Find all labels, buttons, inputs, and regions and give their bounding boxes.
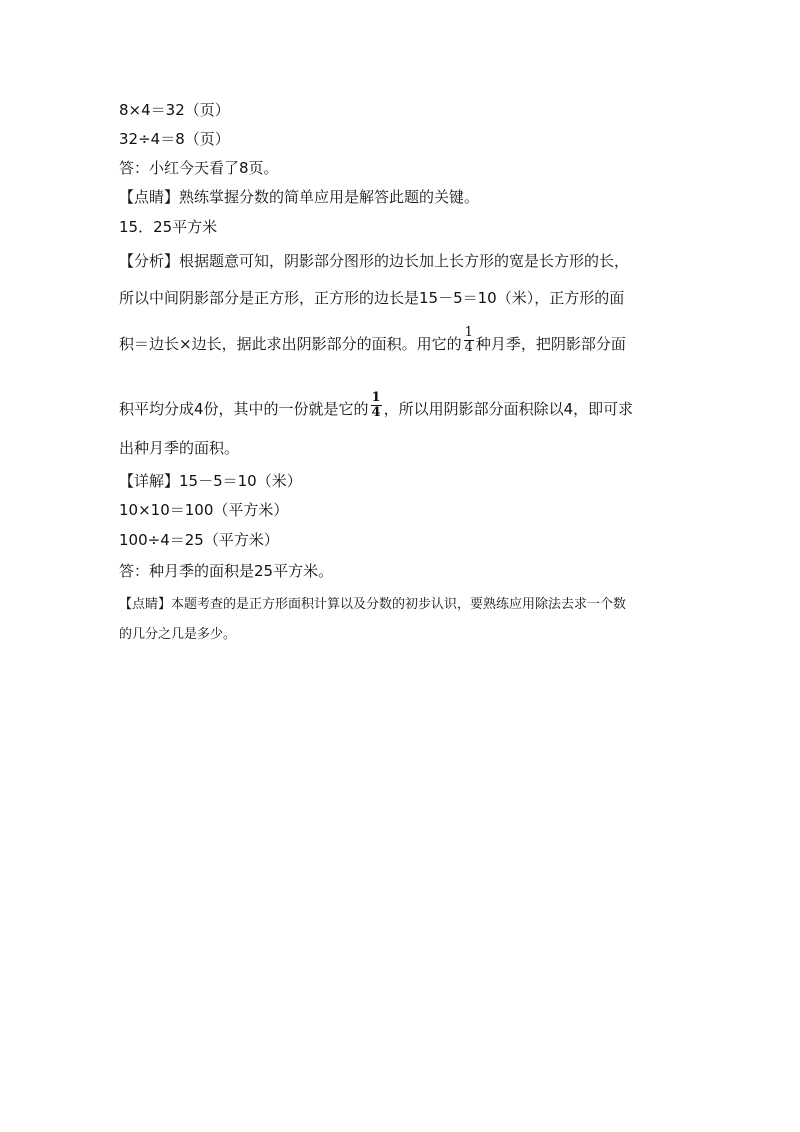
line-5: 15．25平方米 [119,218,218,236]
line-3: 答：小红今天看了8页。 [119,159,279,177]
line-4: 【点睛】熟练掌握分数的简单应用是解答此题的关键。 [119,188,480,206]
line-8-text-b: 种月季，把阴影部分面 [475,335,626,353]
line-16: 的几分之几是多少。 [119,627,237,642]
line-2: 32÷4＝8（页） [119,130,230,148]
line-15: 【点睛】本题考查的是正方形面积计算以及分数的初步认识，要熟练应用除法去求一个数 [119,597,627,612]
line-13: 100÷4＝25（平方米） [119,531,279,549]
fraction-one-quarter [464,326,474,355]
fraction-numerator: 1 [371,390,381,405]
line-9-text-a: 积平均分成4份，其中的一份就是它的 [119,400,369,418]
line-10: 出种月季的面积。 [119,439,240,457]
line-7: 所以中间阴影部分是正方形，正方形的边长是15－5＝10（米），正方形的面 [119,289,625,307]
line-12: 10×10＝100（平方米） [119,501,289,519]
fraction-denominator: 4 [371,405,381,420]
fraction-one-quarter-bold [371,391,382,420]
fraction-denominator: 4 [464,340,473,355]
line-1: 8×4＝32（页） [119,101,230,119]
line-8 [119,325,626,359]
line-11: 【详解】15－5＝10（米） [119,472,302,490]
fraction-numerator: 1 [464,325,473,340]
line-9 [119,390,634,424]
line-8-text-a: 积＝边长×边长，据此求出阴影部分的面积。用它的 [119,335,462,353]
line-14: 答：种月季的面积是25平方米。 [119,562,334,580]
line-6: 【分析】根据题意可知，阴影部分图形的边长加上长方形的宽是长方形的长， [119,252,630,270]
line-9-text-b: ，所以用阴影部分面积除以4，即可求 [383,400,634,418]
